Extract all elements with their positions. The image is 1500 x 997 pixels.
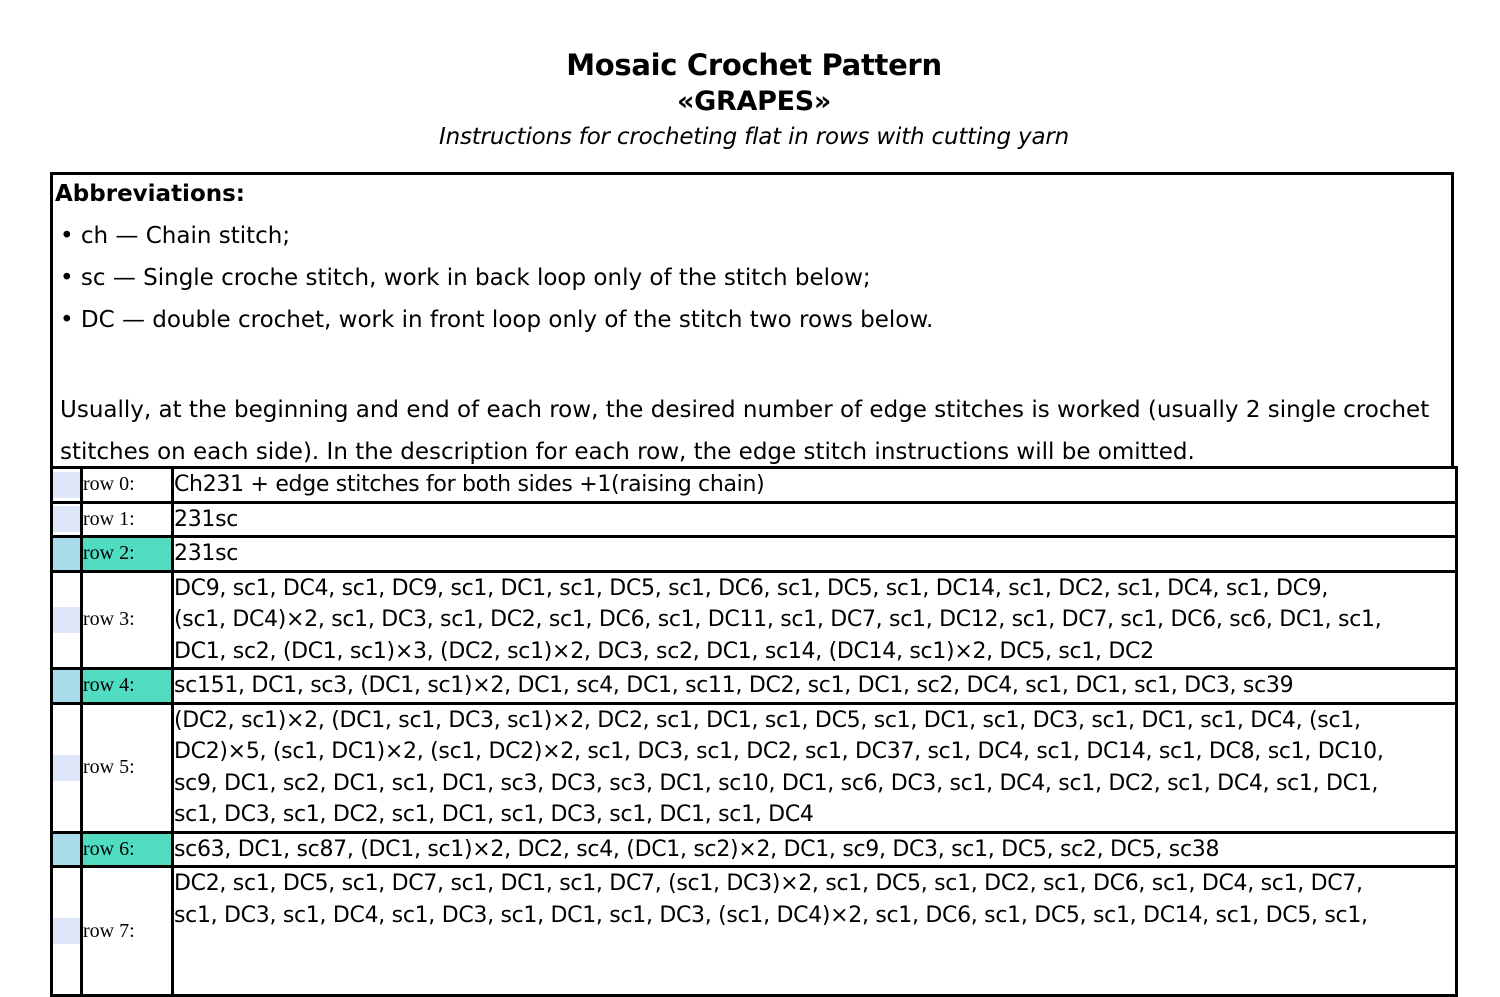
table-row [52, 468, 1457, 503]
instruction-line: sc1, DC3, sc1, DC2, sc1, DC1, sc1, DC3, sc1, DC1, sc1, DC4 [174, 802, 814, 827]
abbreviations-box [50, 172, 1454, 466]
instruction-line: 231sc [174, 506, 239, 532]
row-label: row 2: [82, 537, 173, 572]
row-instruction [173, 703, 1457, 832]
instruction-line: sc63, DC1, sc87, (DC1, sc1)×2, DC2, sc4, (DC1, sc2)×2, DC1, sc9, DC3, sc1, DC5, sc2, DC5, sc38 [174, 836, 1220, 862]
instruction-line [174, 963, 1455, 995]
instruction-line: sc1, DC3, sc1, DC4, sc1, DC3, sc1, DC1, sc1, DC3, (sc1, DC4)×2, sc1, DC6, sc1, DC5, sc1, DC14, sc1, DC5, sc1, [174, 902, 1368, 928]
instruction-line: sc9, DC1, sc2, DC1, sc1, DC1, sc3, DC3, sc3, DC1, sc10, DC1, sc6, DC3, sc1, DC4, sc1, DC2, sc1, DC4, sc1, DC1, [174, 770, 1379, 796]
instruction-line [174, 931, 1455, 963]
swatch-fill [53, 506, 80, 532]
table-row [52, 669, 1457, 704]
row-label: row 4: [82, 669, 173, 704]
row-color-swatch [52, 832, 82, 867]
table-row [52, 537, 1457, 572]
swatch-fill [53, 472, 80, 498]
page-caption: Instructions for crocheting flat in rows with cutting yarn [439, 124, 1069, 150]
abbreviation-item: • DC — double crochet, work in front loop only of the stitch two rows below. [60, 307, 934, 333]
abbreviations-heading: Abbreviations: [55, 181, 246, 207]
swatch-fill [53, 918, 80, 944]
row-color-swatch [52, 571, 82, 669]
row-instruction [173, 468, 1457, 503]
table-row [52, 571, 1457, 669]
row-color-swatch [52, 669, 82, 704]
row-instruction [173, 867, 1457, 996]
row-label: row 7: [82, 867, 173, 996]
row-label: row 5: [82, 703, 173, 832]
table-row [52, 832, 1457, 867]
row-color-swatch [52, 703, 82, 832]
abbreviation-item: • ch — Chain stitch; [60, 223, 291, 249]
row-color-swatch [52, 468, 82, 503]
row-instructions-table [50, 466, 1458, 997]
abbreviation-item: • sc — Single croche stitch, work in back loop only of the stitch below; [60, 265, 871, 291]
row-instruction [173, 502, 1457, 537]
row-instruction [173, 669, 1457, 704]
row-label: row 1: [82, 502, 173, 537]
swatch-fill [53, 607, 80, 633]
row-label: row 3: [82, 571, 173, 669]
row-instruction [173, 832, 1457, 867]
row-color-swatch [52, 537, 82, 572]
edge-stitch-note: Usually, at the beginning and end of each row, the desired number of edge stitches is worked (usually 2 single crochet stitches on each side). In the description for each row, the edge stitch instructions will be omitted. [60, 397, 1430, 465]
swatch-fill [53, 755, 80, 781]
row-color-swatch [52, 867, 82, 996]
instruction-line: 231sc [174, 541, 239, 566]
instruction-line: DC9, sc1, DC4, sc1, DC9, sc1, DC1, sc1, DC5, sc1, DC6, sc1, DC5, sc1, DC14, sc1, DC2, sc1, DC4, sc1, DC9, [174, 575, 1329, 601]
instruction-line: (DC2, sc1)×2, (DC1, sc1, DC3, sc1)×2, DC2, sc1, DC1, sc1, DC5, sc1, DC1, sc1, DC3, sc1, DC1, sc1, DC4, (sc1, [174, 707, 1361, 733]
table-row [52, 867, 1457, 996]
row-label: row 6: [82, 832, 173, 867]
row-instruction [173, 537, 1457, 572]
instruction-line: DC2, sc1, DC5, sc1, DC7, sc1, DC1, sc1, DC7, (sc1, DC3)×2, sc1, DC5, sc1, DC2, sc1, DC6, sc1, DC4, sc1, DC7, [174, 871, 1363, 896]
instruction-line: sc151, DC1, sc3, (DC1, sc1)×2, DC1, sc4, DC1, sc11, DC2, sc1, DC1, sc2, DC4, sc1, DC1, sc1, DC3, sc39 [174, 673, 1294, 698]
row-color-swatch [52, 502, 82, 537]
instruction-line: DC2)×5, (sc1, DC1)×2, (sc1, DC2)×2, sc1, DC3, sc1, DC2, sc1, DC37, sc1, DC4, sc1, DC14, sc1, DC8, sc1, DC10, [174, 739, 1384, 764]
pattern-name: «GRAPES» [676, 86, 831, 117]
instruction-line: Ch231 + edge stitches for both sides +1(raising chain) [174, 472, 765, 497]
page-title: Mosaic Crochet Pattern [566, 48, 942, 82]
instruction-line: (sc1, DC4)×2, sc1, DC3, sc1, DC2, sc1, DC6, sc1, DC11, sc1, DC7, sc1, DC12, sc1, DC7, sc1, DC6, sc6, DC1, sc1, [174, 607, 1382, 632]
row-instruction [173, 571, 1457, 669]
instruction-line: DC1, sc2, (DC1, sc1)×3, (DC2, sc1)×2, DC3, sc2, DC1, sc14, (DC14, sc1)×2, DC5, sc1, DC2 [174, 638, 1154, 664]
table-row [52, 502, 1457, 537]
table-row [52, 703, 1457, 832]
row-label: row 0: [82, 468, 173, 503]
